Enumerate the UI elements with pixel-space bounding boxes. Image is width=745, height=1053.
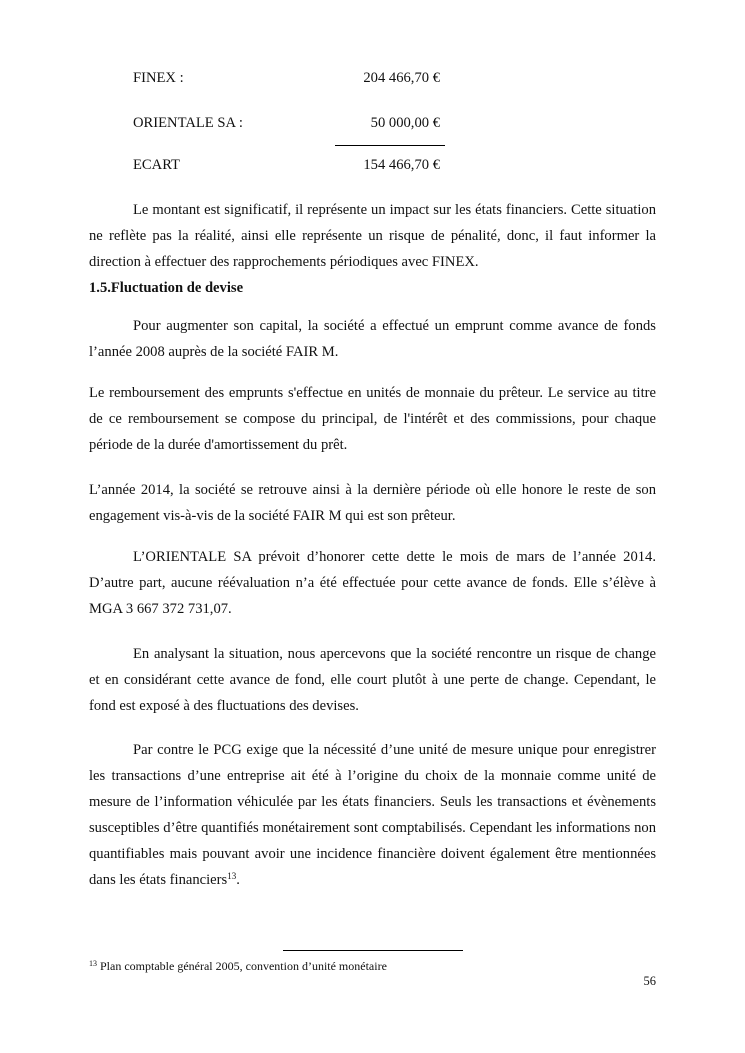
row-amount: 204 466,70 € [363,70,440,86]
comparison-row-orientale [133,115,453,135]
page-number: 56 [643,974,656,988]
section-heading: 1.5.Fluctuation de devise [89,280,244,296]
row-amount: 154 466,70 € [363,157,440,173]
paragraph-annee-2014: L’année 2014, la société se retrouve ainsi à la dernière période où elle honore le reste de son engagement vis-à-vis de la société FAIR M qui est son prêteur. [89,482,656,524]
footnote [89,958,387,974]
paragraph-emprunt: Pour augmenter son capital, la société a effectué un emprunt comme avance de fonds l’année 2008 auprès de la société FAIR M. [89,318,656,360]
footnote-text: Plan comptable général 2005, convention d’unité monétaire [97,959,387,973]
paragraph-remboursement: Le remboursement des emprunts s'effectue en unités de monnaie du prêteur. Le service au titre de ce remboursement se compose du principal, de l'intérêt et des commissions, pour chaque période de la durée d'amortissement du prêt. [89,385,656,453]
footnote-rule [283,950,463,951]
paragraph-pcg [89,737,656,893]
comparison-row-ecart [133,157,453,177]
row-amount: 50 000,00 € [370,115,440,131]
footnote-number: 13 [89,959,97,968]
row-label: ORIENTALE SA : [133,115,243,131]
row-label: ECART [133,157,180,173]
paragraph-impact: Le montant est significatif, il représente un impact sur les états financiers. Cette situation ne reflète pas la réalité, ainsi elle représente un risque de pénalité, donc, il faut informer la direction à effectuer des rapprochements périodiques avec FINEX. [89,202,656,270]
footnote-reference[interactable]: 13 [227,871,237,881]
row-label: FINEX : [133,70,184,86]
paragraph-analyse: En analysant la situation, nous apercevons que la société rencontre un risque de change et en considérant cette avance de fond, elle court plutôt à une perte de change. Cependant, le fond est exposé à des fluctuations des devises. [89,646,656,714]
comparison-row-finex [133,70,453,90]
paragraph-pcg-text: Par contre le PCG exige que la nécessité d’une unité de mesure unique pour enregistrer les transactions d’une entreprise ait été à l’origine du choix de la monnaie comme unité de mesure de l’information véhiculée par les états financiers. Seuls les transactions et évènements susceptibles d’être quantifiés monétairement sont comptabilisés. Cependant les informations non quantifiables mais pouvant avoir une incidence financière doivent également être mentionnées dans les états financiers [89,742,656,888]
paragraph-dette: L’ORIENTALE SA prévoit d’honorer cette dette le mois de mars de l’année 2014. D’autre part, aucune réévaluation n’a été effectuée pour cette avance de fonds. Elle s’élève à MGA 3 667 372 731,07. [89,549,656,617]
sum-rule [335,145,445,146]
paragraph-pcg-end: . [236,872,240,888]
